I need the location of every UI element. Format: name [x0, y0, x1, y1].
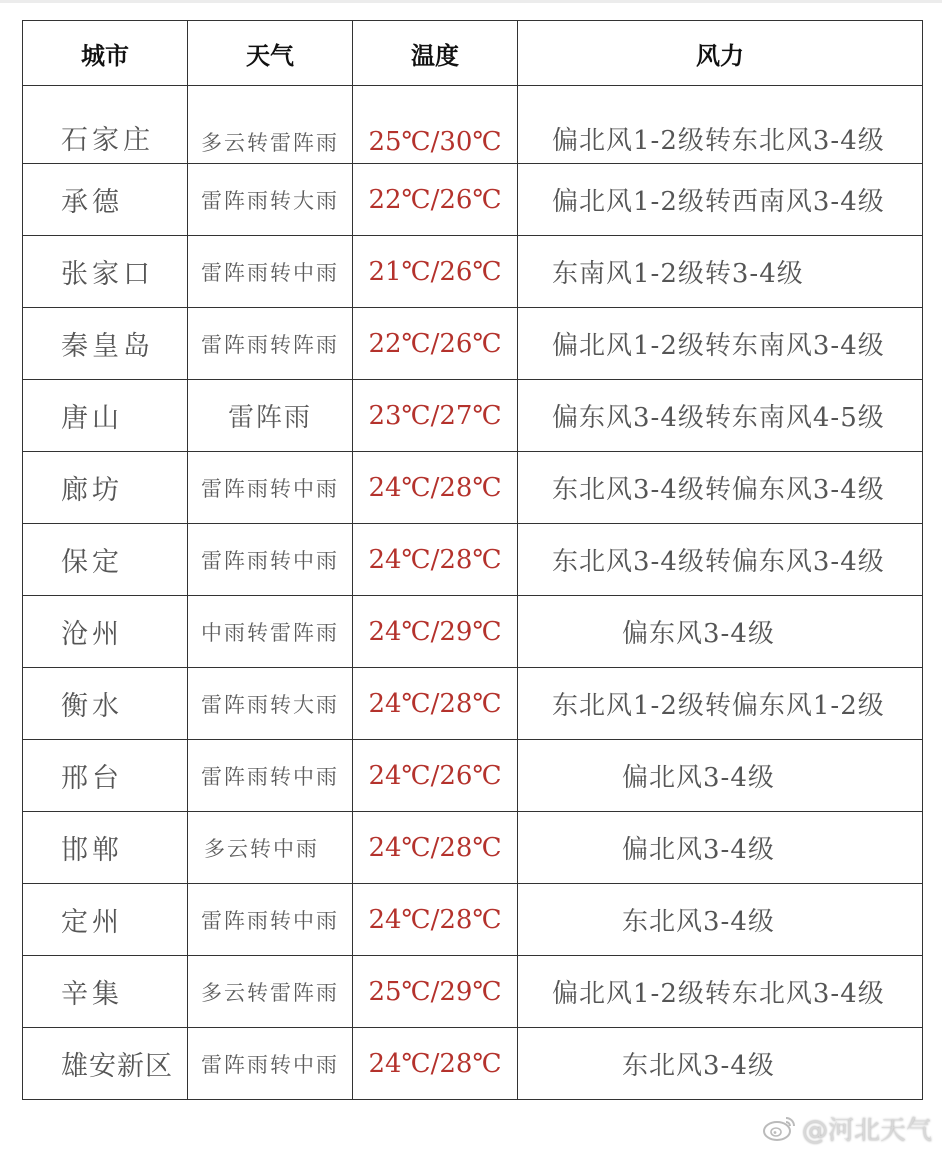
table-header-row — [23, 21, 923, 86]
wind-cell: 东南风1-2级转3-4级 — [518, 236, 923, 308]
city-cell: 承德 — [23, 164, 188, 236]
temperature-cell: 22℃/26℃ — [353, 308, 518, 380]
watermark-text: @河北天气 — [801, 1115, 932, 1146]
header-city: 城市 — [23, 21, 188, 86]
temperature-cell: 24℃/28℃ — [353, 812, 518, 884]
watermark — [762, 1110, 932, 1146]
wind-cell: 东北风3-4级 — [518, 884, 923, 956]
city-cell: 衡水 — [23, 668, 188, 740]
weather-cell: 雷阵雨转中雨 — [188, 524, 353, 596]
temperature-cell: 24℃/29℃ — [353, 596, 518, 668]
table-row — [23, 1028, 923, 1100]
wind-cell: 东北风3-4级 — [518, 1028, 923, 1100]
table-row — [23, 380, 923, 452]
table-row — [23, 86, 923, 164]
table-row — [23, 236, 923, 308]
city-cell: 邯郸 — [23, 812, 188, 884]
table-row — [23, 740, 923, 812]
table-row — [23, 308, 923, 380]
wind-cell: 偏东风3-4级 — [518, 596, 923, 668]
city-cell: 唐山 — [23, 380, 188, 452]
weibo-logo-icon — [762, 1114, 796, 1142]
wind-cell: 偏北风3-4级 — [518, 740, 923, 812]
table-row — [23, 452, 923, 524]
header-weather: 天气 — [188, 21, 353, 86]
city-cell: 廊坊 — [23, 452, 188, 524]
table-row — [23, 812, 923, 884]
table-row — [23, 164, 923, 236]
weather-cell: 雷阵雨转中雨 — [188, 884, 353, 956]
temperature-cell: 23℃/27℃ — [353, 380, 518, 452]
wind-cell: 偏北风1-2级转东南风3-4级 — [518, 308, 923, 380]
wind-cell: 东北风3-4级转偏东风3-4级 — [518, 452, 923, 524]
wind-cell: 偏北风3-4级 — [518, 812, 923, 884]
weather-cell: 雷阵雨 — [188, 380, 353, 452]
wind-cell: 东北风1-2级转偏东风1-2级 — [518, 668, 923, 740]
weather-cell: 多云转雷阵雨 — [188, 956, 353, 1028]
temperature-cell: 25℃/29℃ — [353, 956, 518, 1028]
weather-cell: 雷阵雨转中雨 — [188, 236, 353, 308]
temperature-cell: 24℃/26℃ — [353, 740, 518, 812]
weather-cell: 雷阵雨转大雨 — [188, 164, 353, 236]
temperature-cell: 25℃/30℃ — [353, 86, 518, 164]
weather-cell: 多云转中雨 — [188, 812, 353, 884]
table-row — [23, 596, 923, 668]
temperature-cell: 21℃/26℃ — [353, 236, 518, 308]
weather-cell: 多云转雷阵雨 — [188, 86, 353, 164]
weather-cell: 雷阵雨转中雨 — [188, 740, 353, 812]
header-wind: 风力 — [518, 21, 923, 86]
city-cell: 张家口 — [23, 236, 188, 308]
temperature-cell: 22℃/26℃ — [353, 164, 518, 236]
city-cell: 沧州 — [23, 596, 188, 668]
city-cell: 定州 — [23, 884, 188, 956]
weather-table — [22, 20, 923, 1100]
wind-cell: 东北风3-4级转偏东风3-4级 — [518, 524, 923, 596]
weather-cell: 雷阵雨转阵雨 — [188, 308, 353, 380]
temperature-cell: 24℃/28℃ — [353, 668, 518, 740]
wind-cell: 偏北风1-2级转东北风3-4级 — [518, 956, 923, 1028]
weather-cell: 雷阵雨转大雨 — [188, 668, 353, 740]
city-cell: 秦皇岛 — [23, 308, 188, 380]
city-cell: 邢台 — [23, 740, 188, 812]
top-edge-divider — [0, 0, 942, 3]
temperature-cell: 24℃/28℃ — [353, 884, 518, 956]
city-cell: 雄安新区 — [23, 1028, 188, 1100]
header-temperature: 温度 — [353, 21, 518, 86]
wind-cell: 偏东风3-4级转东南风4-5级 — [518, 380, 923, 452]
city-cell: 辛集 — [23, 956, 188, 1028]
city-cell: 石家庄 — [23, 86, 188, 164]
weather-cell: 雷阵雨转中雨 — [188, 1028, 353, 1100]
temperature-cell: 24℃/28℃ — [353, 452, 518, 524]
table-row — [23, 884, 923, 956]
temperature-cell: 24℃/28℃ — [353, 1028, 518, 1100]
table-row — [23, 956, 923, 1028]
city-cell: 保定 — [23, 524, 188, 596]
temperature-cell: 24℃/28℃ — [353, 524, 518, 596]
table-row — [23, 668, 923, 740]
table-row — [23, 524, 923, 596]
wind-cell: 偏北风1-2级转东北风3-4级 — [518, 86, 923, 164]
wind-cell: 偏北风1-2级转西南风3-4级 — [518, 164, 923, 236]
weather-cell: 中雨转雷阵雨 — [188, 596, 353, 668]
weather-cell: 雷阵雨转中雨 — [188, 452, 353, 524]
